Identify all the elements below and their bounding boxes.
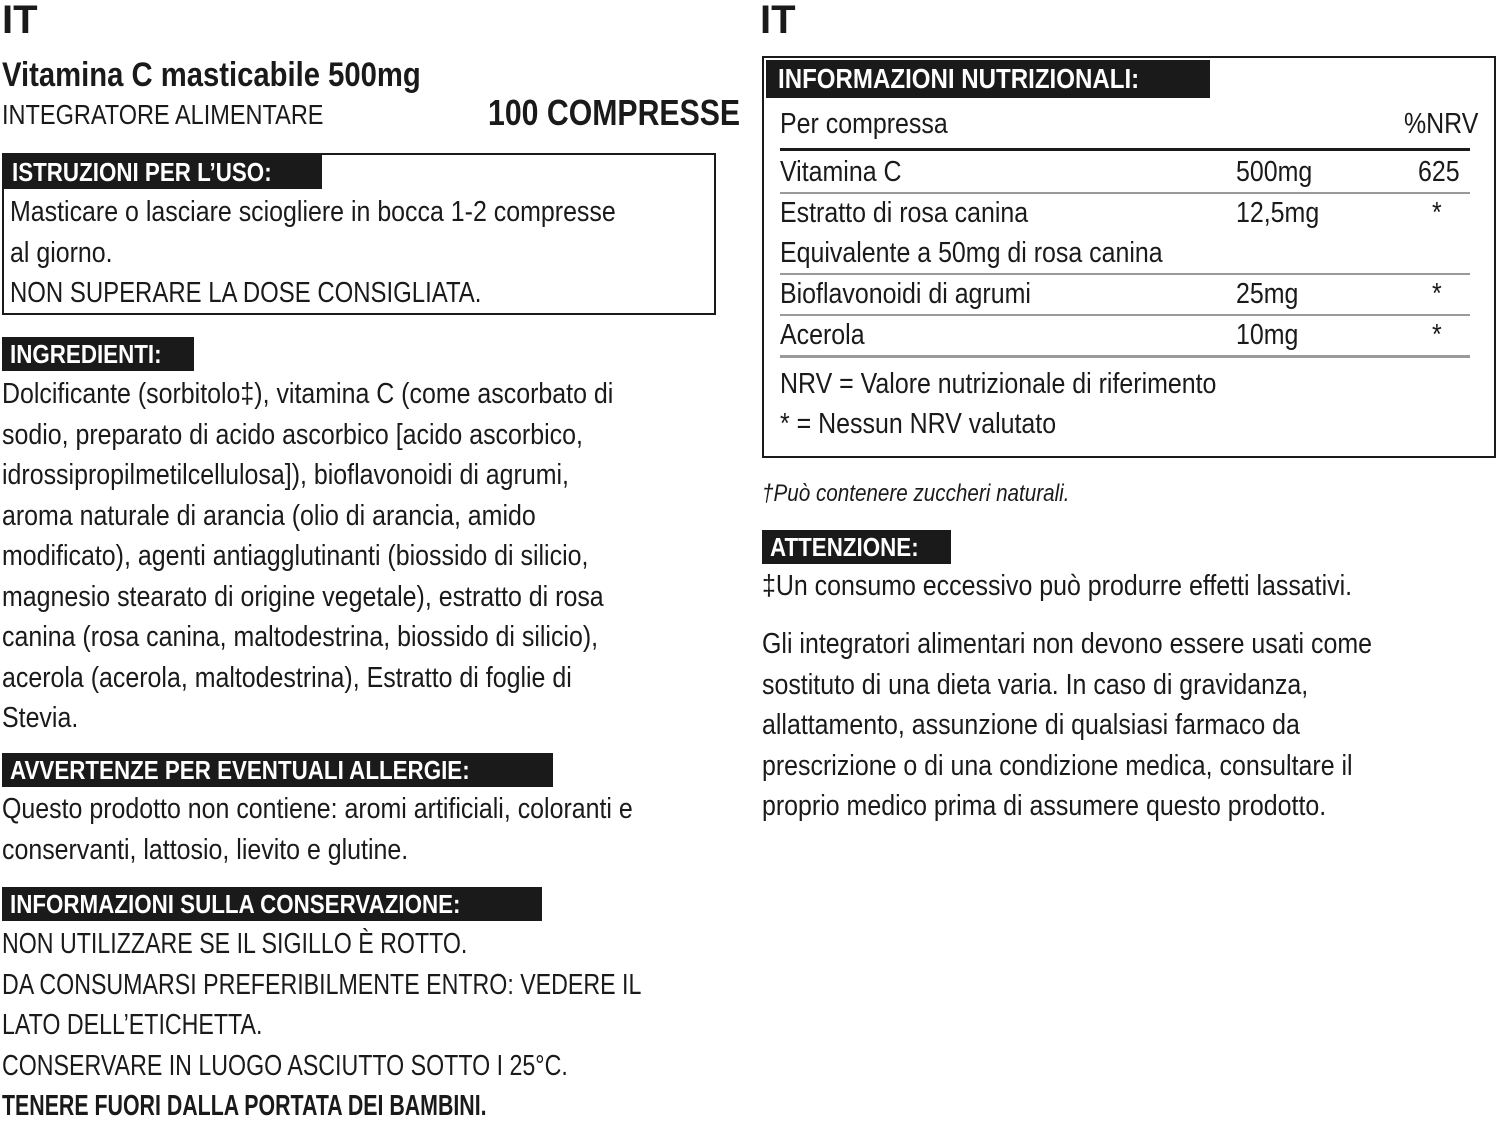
nutrition-box xyxy=(762,56,1496,458)
instructions-heading: ISTRUZIONI PER L’USO: xyxy=(4,155,322,189)
attention-heading: ATTENZIONE: xyxy=(762,530,951,564)
supplement-warning xyxy=(762,624,1372,827)
ingredients-text xyxy=(2,374,613,739)
laxative-warning: ‡Un consumo eccessivo può produrre effetti lassativi. xyxy=(762,570,1353,602)
storage-heading: INFORMAZIONI SULLA CONSERVAZIONE: xyxy=(2,887,542,921)
warning-line: Gli integratori alimentari non devono essere usati come xyxy=(762,628,1372,660)
header-divider xyxy=(780,148,1470,151)
ingredients-line: acerola (acerola, maltodestrina), Estratto di foglie di xyxy=(2,661,572,694)
row-divider xyxy=(780,314,1470,316)
instructions-line: al giorno. xyxy=(10,236,113,269)
product-subtitle: INTEGRATORE ALIMENTARE xyxy=(2,99,324,130)
storage-line: NON UTILIZZARE SE IL SIGILLO È ROTTO. xyxy=(2,928,468,960)
warning-line: sostituto di una dieta varia. In caso di gravidanza, xyxy=(762,668,1309,701)
ingredients-heading: INGREDIENTI: xyxy=(2,337,194,371)
row-divider xyxy=(780,273,1470,275)
nutrition-heading: INFORMAZIONI NUTRIZIONALI: xyxy=(766,60,1210,98)
ingredients-line: Dolcificante (sorbitolo‡), vitamina C (come ascorbato di xyxy=(2,378,614,410)
product-title: Vitamina C masticabile 500mg xyxy=(2,56,421,94)
nutrient-amount: 12,5mg xyxy=(1236,197,1320,229)
tablet-count: 100 COMPRESSE xyxy=(488,92,741,133)
ingredients-line: sodio, preparato di acido ascorbico [acido ascorbico, xyxy=(2,418,583,451)
warning-line: proprio medico prima di assumere questo prodotto. xyxy=(762,790,1327,822)
nutrient-amount: 10mg xyxy=(1236,319,1299,351)
allergy-line: conservanti, lattosio, lievito e glutine. xyxy=(2,833,409,866)
nutrient-name: Acerola xyxy=(780,319,865,351)
storage-line: DA CONSUMARSI PREFERIBILMENTE ENTRO: VEDERE IL xyxy=(2,968,642,1001)
warning-line: allattamento, assunzione di qualsiasi farmaco da xyxy=(762,709,1300,741)
nutrient-amount: 25mg xyxy=(1236,278,1299,310)
storage-line: TENERE FUORI DALLA PORTATA DEI BAMBINI. xyxy=(2,1090,487,1122)
row-divider xyxy=(780,355,1470,358)
nutrient-amount: 500mg xyxy=(1236,156,1313,188)
nrv-asterisk-definition: * = Nessun NRV valutato xyxy=(780,408,1057,440)
nutrient-name: Bioflavonoidi di agrumi xyxy=(780,278,1031,310)
ingredients-line: aroma naturale di arancia (olio di arancia, amido xyxy=(2,499,536,532)
instructions-line: Masticare o lasciare sciogliere in bocca 1-2 compresse xyxy=(10,196,616,228)
row-divider xyxy=(780,192,1470,194)
nutrient-name: Estratto di rosa canina xyxy=(780,197,1029,229)
language-code-left: IT xyxy=(2,0,38,42)
storage-line: LATO DELL’ETICHETTA. xyxy=(2,1009,263,1041)
nutrient-nrv: 625 xyxy=(1418,156,1460,188)
nutrient-name: Vitamina C xyxy=(780,156,902,188)
warning-line: prescrizione o di una condizione medica, consultare il xyxy=(762,749,1353,782)
storage-text xyxy=(2,924,641,1127)
nutrient-nrv: * xyxy=(1432,197,1442,229)
allergy-heading: AVVERTENZE PER EVENTUALI ALLERGIE: xyxy=(2,753,553,787)
nrv-column-label: %NRV xyxy=(1404,108,1479,140)
nutrient-nrv: * xyxy=(1432,319,1442,351)
instructions-text xyxy=(10,192,616,314)
nutrient-name: Equivalente a 50mg di rosa canina xyxy=(780,237,1163,269)
storage-line: CONSERVARE IN LUOGO ASCIUTTO SOTTO I 25°C. xyxy=(2,1049,568,1082)
per-tablet-label: Per compressa xyxy=(780,108,948,140)
nutrient-nrv: * xyxy=(1432,278,1442,310)
ingredients-line: Stevia. xyxy=(2,702,79,734)
nrv-definition: NRV = Valore nutrizionale di riferimento xyxy=(780,368,1217,400)
instructions-warning: NON SUPERARE LA DOSE CONSIGLIATA. xyxy=(10,277,482,309)
ingredients-line: modificato), agenti antiagglutinanti (biossido di silicio, xyxy=(2,540,589,572)
allergy-text xyxy=(2,789,633,870)
language-code-right: IT xyxy=(760,0,796,42)
ingredients-line: canina (rosa canina, maltodestrina, biossido di silicio), xyxy=(2,621,599,653)
ingredients-line: magnesio stearato di origine vegetale), estratto di rosa xyxy=(2,580,604,613)
ingredients-line: idrossipropilmetilcellulosa]), bioflavonoidi di agrumi, xyxy=(2,459,569,491)
allergy-line: Questo prodotto non contiene: aromi artificiali, coloranti e xyxy=(2,793,633,825)
sugar-footnote: †Può contenere zuccheri naturali. xyxy=(762,480,1070,507)
